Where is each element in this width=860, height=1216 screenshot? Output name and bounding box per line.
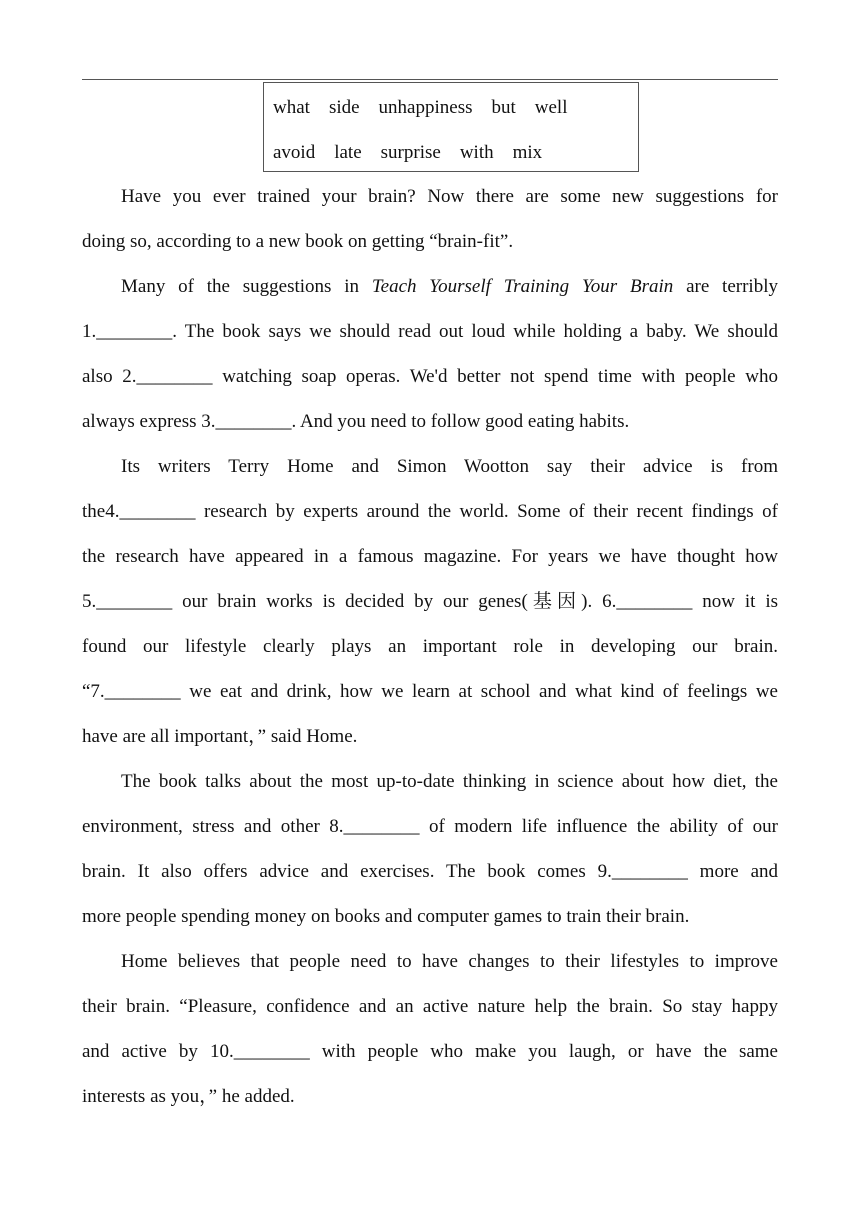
passage-line: “7.________ we eat and drink, how we learn at school and what kind of feelings we xyxy=(82,681,778,702)
word-bank-box xyxy=(263,82,639,172)
passage-line: their brain. “Pleasure, confidence and an active nature help the brain. So stay happy xyxy=(82,996,778,1017)
passage-line: The book talks about the most up-to-date thinking in science about how diet, the xyxy=(121,771,778,792)
book-title: Teach Yourself Training Your Brain xyxy=(371,276,674,297)
line-text: Many of the suggestions in xyxy=(121,276,372,297)
passage-line: 1.________. The book says we should read out loud while holding a baby. We should xyxy=(82,321,778,342)
passage-line: found our lifestyle clearly plays an important role in developing our brain. xyxy=(82,636,778,657)
word-bank-word: unhappiness xyxy=(378,97,473,118)
top-rule xyxy=(82,79,778,80)
passage-line: environment, stress and other 8.________ of modern life influence the ability of our xyxy=(82,816,778,837)
passage-line: Home believes that people need to have changes to their lifestyles to improve xyxy=(121,951,778,972)
word-bank-word: late xyxy=(334,142,362,163)
passage-line: the4.________ research by experts around the world. Some of their recent findings of xyxy=(82,501,778,522)
passage-line: Its writers Terry Home and Simon Wootton say their advice is from xyxy=(121,456,778,477)
word-bank-word: with xyxy=(459,142,494,163)
passage-line: Have you ever trained your brain? Now there are some new suggestions for xyxy=(121,186,778,207)
passage-line: the research have appeared in a famous magazine. For years we have thought how xyxy=(82,546,778,567)
passage-line: have are all important，” said Home. xyxy=(82,726,358,747)
passage-line: always express 3.________. And you need to follow good eating habits. xyxy=(82,411,630,432)
passage-line: brain. It also offers advice and exercises. The book comes 9.________ more and xyxy=(82,861,778,882)
word-bank-row-1 xyxy=(273,98,567,118)
passage-line: and active by 10.________ with people who make you laugh, or have the same xyxy=(82,1041,778,1062)
word-bank-row-2 xyxy=(273,143,542,163)
word-bank-word: avoid xyxy=(273,142,316,163)
word-bank-word: mix xyxy=(512,142,543,163)
line-text: are terribly xyxy=(673,276,778,297)
word-bank-word: well xyxy=(534,97,568,118)
word-bank-word: side xyxy=(328,97,360,118)
passage-line: 5.________ our brain works is decided by our genes(基因). 6.________ now it is xyxy=(82,591,778,612)
passage-line xyxy=(121,275,778,299)
word-bank-word: surprise xyxy=(380,142,441,163)
word-bank-word: what xyxy=(273,97,310,118)
word-bank-word: but xyxy=(491,97,516,118)
passage-line: doing so, according to a new book on getting “brain-fit”. xyxy=(82,231,514,252)
passage-line: also 2.________ watching soap operas. We'd better not spend time with people who xyxy=(82,366,778,387)
passage-line: more people spending money on books and computer games to train their brain. xyxy=(82,906,690,927)
passage-line: interests as you，” he added. xyxy=(82,1086,295,1107)
